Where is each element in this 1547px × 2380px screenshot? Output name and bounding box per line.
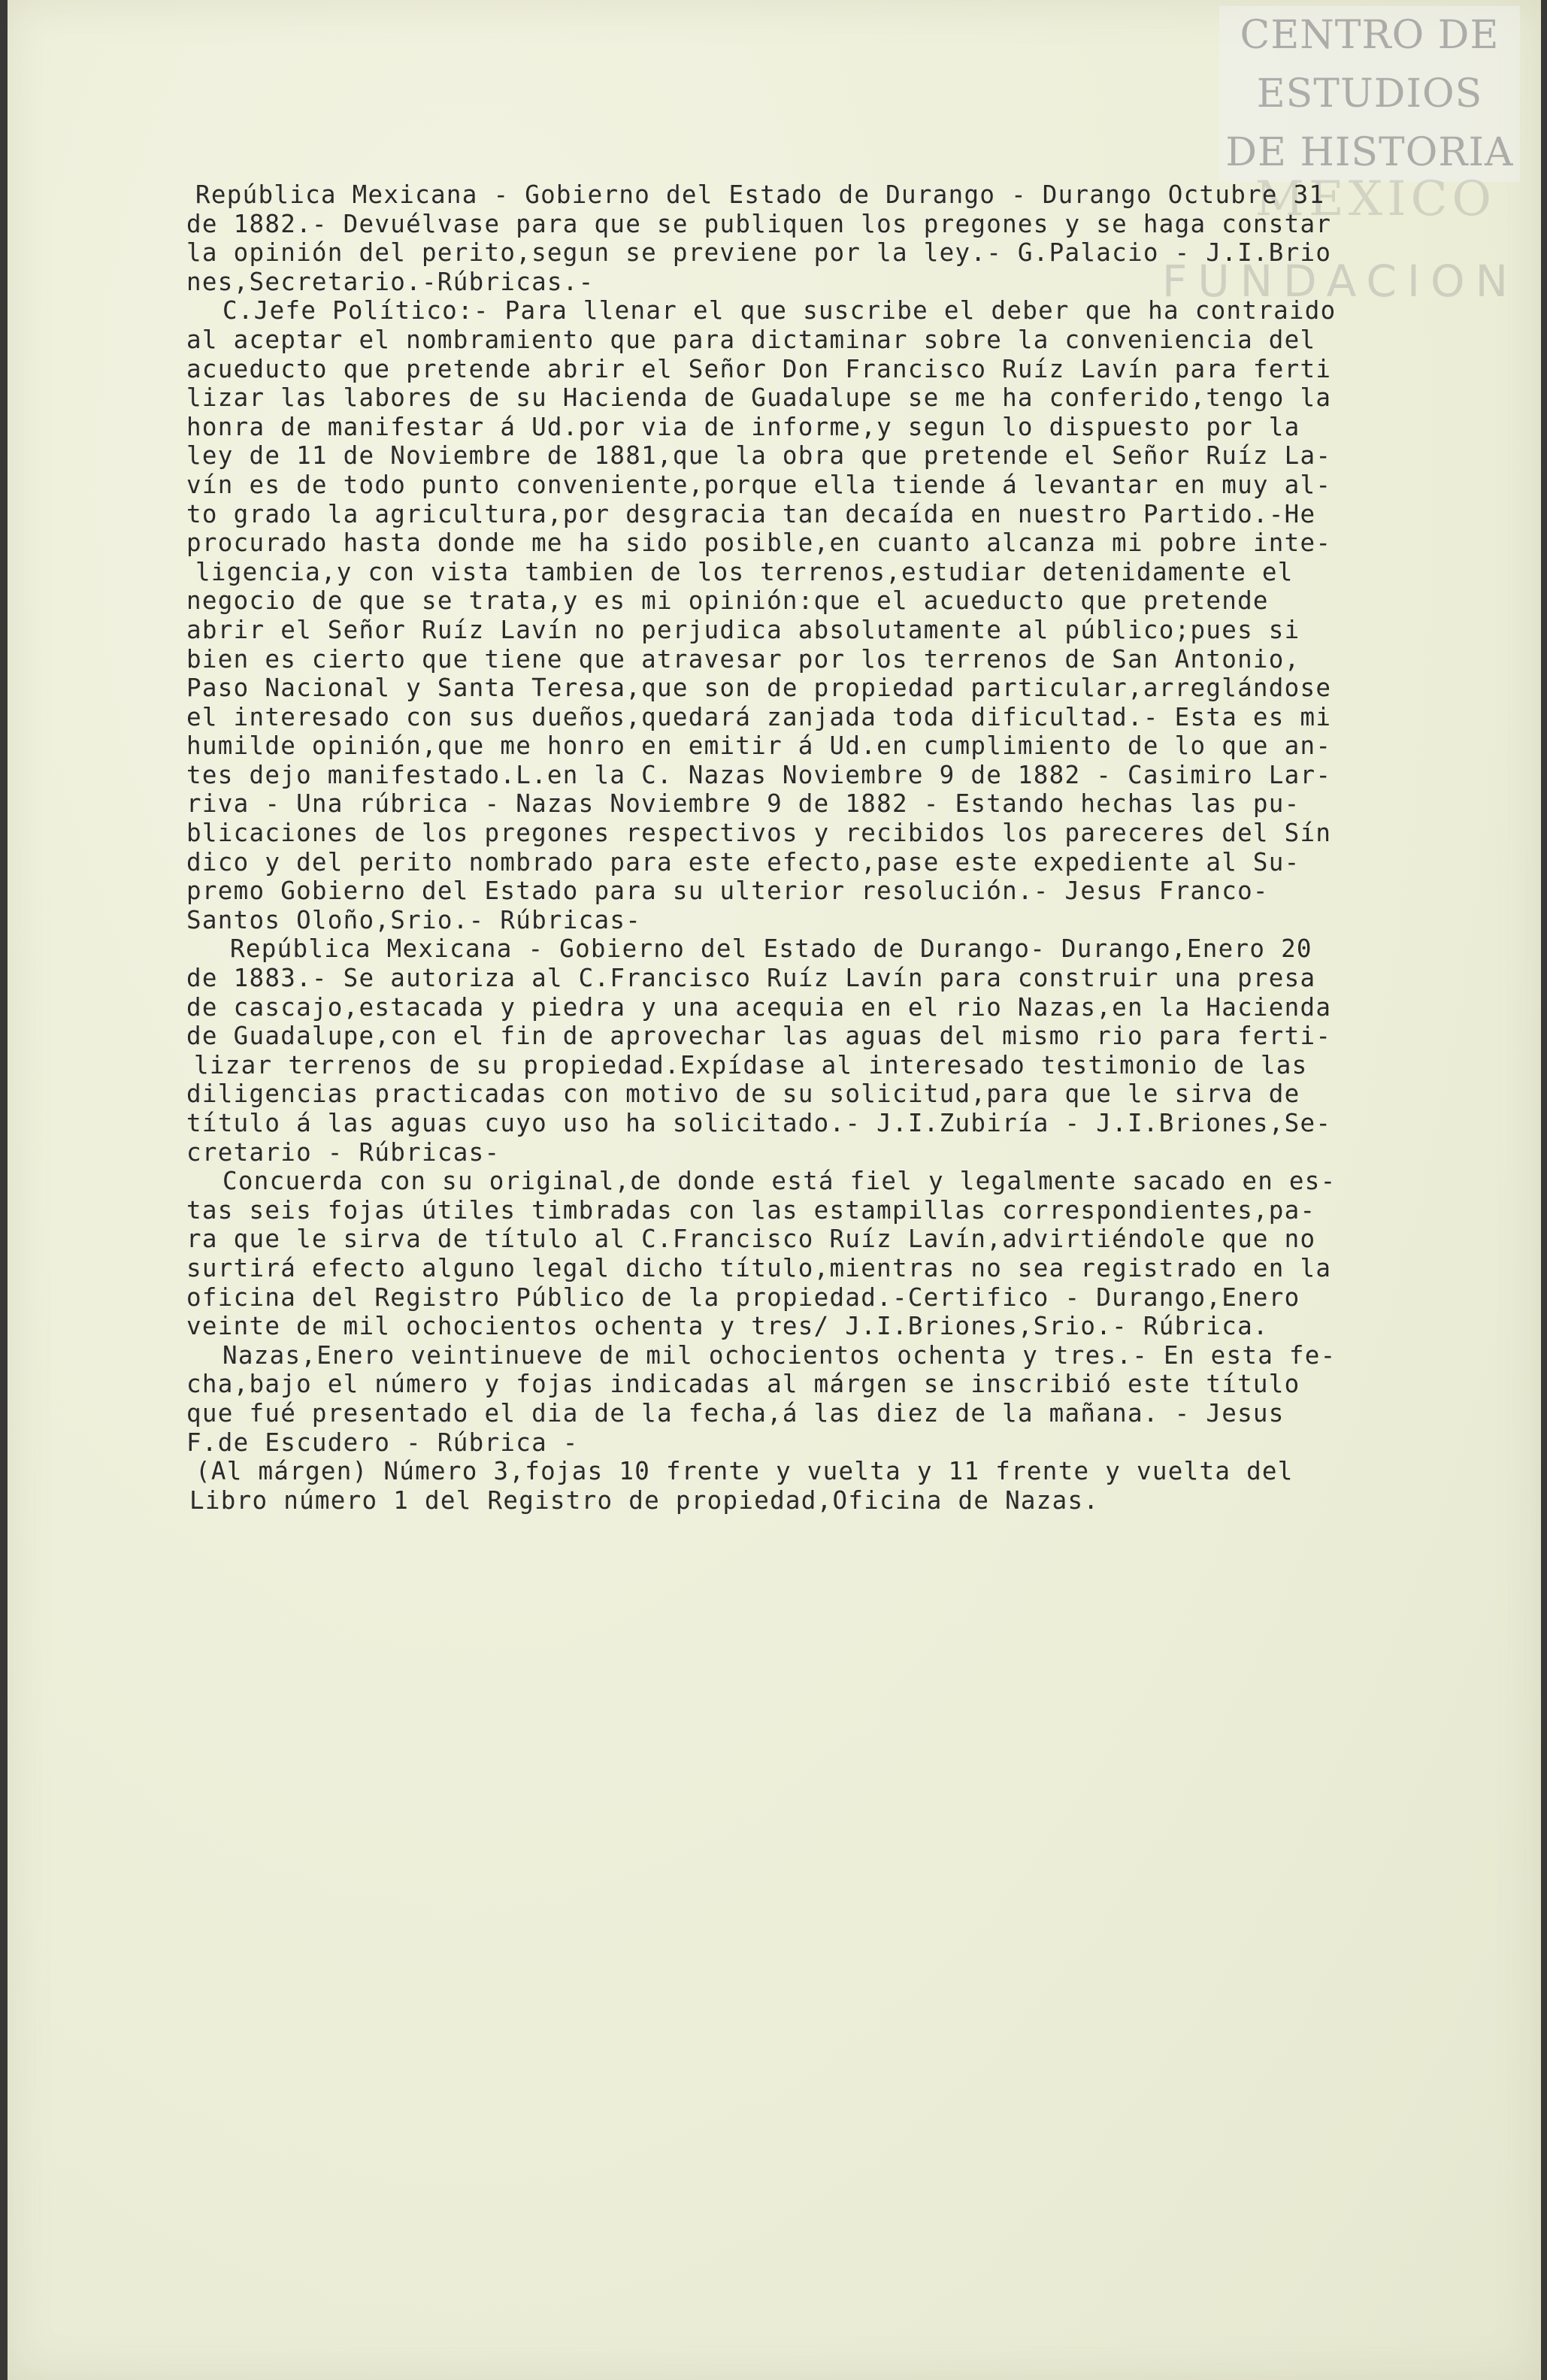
document-line: República Mexicana - Gobierno del Estado de Durango - Durango Octubre 31 xyxy=(195,180,1325,209)
document-line: nes,Secretario.-Rúbricas.- xyxy=(186,267,595,296)
document-line: ley de 11 de Noviembre de 1881,que la obra que pretende el Señor Ruíz La- xyxy=(186,441,1332,471)
document-line: veinte de mil ochocientos ochenta y tres/ J.I.Briones,Srio.- Rúbrica. xyxy=(186,1312,1269,1341)
document-line: Concuerda con su original,de donde está fiel y legalmente sacado en es- xyxy=(223,1167,1337,1196)
document-line: to grado la agricultura,por desgracia tan decaída en nuestro Partido.-He xyxy=(186,499,1316,528)
document-line: C.Jefe Político:- Para llenar el que suscribe el deber que ha contraido xyxy=(223,296,1337,326)
document-line: humilde opinión,que me honro en emitir á Ud.en cumplimiento de lo que an- xyxy=(186,731,1332,761)
document-line: tas seis fojas útiles timbradas con las estampillas correspondientes,pa- xyxy=(186,1195,1316,1225)
document-line: que fué presentado el dia de la fecha,á las diez de la mañana. - Jesus xyxy=(186,1398,1285,1428)
document-line: ra que le sirva de título al C.Francisco Ruíz Lavín,advirtiéndole que no xyxy=(186,1225,1316,1254)
document-line: República Mexicana - Gobierno del Estado de Durango- Durango,Enero 20 xyxy=(230,934,1312,964)
document-line: (Al márgen) Número 3,fojas 10 frente y vuelta y 11 frente y vuelta del xyxy=(195,1457,1294,1486)
document-line: de cascajo,estacada y piedra y una acequia en el rio Nazas,en la Hacienda xyxy=(186,992,1332,1022)
watermark-mexico: MEXICO xyxy=(1255,171,1496,227)
document-line: diligencias practicadas con motivo de su solicitud,para que le sirva de xyxy=(186,1079,1300,1109)
document-line: ligencia,y con vista tambien de los terrenos,estudiar detenidamente el xyxy=(195,557,1294,586)
document-line: al aceptar el nombramiento que para dictaminar sobre la conveniencia del xyxy=(186,325,1316,354)
document-line: riva - Una rúbrica - Nazas Noviembre 9 de 1882 - Estando hechas las pu- xyxy=(186,789,1300,819)
document-line: el interesado con sus dueños,quedará zanjada toda dificultad.- Esta es mi xyxy=(186,702,1332,731)
document-line: negocio de que se trata,y es mi opinión:que el acueducto que pretende xyxy=(186,586,1269,616)
document-line: de 1883.- Se autoriza al C.Francisco Ruíz Lavín para construir una presa xyxy=(186,964,1316,993)
document-line: de Guadalupe,con el fin de aprovechar las aguas del mismo rio para ferti- xyxy=(186,1022,1332,1051)
document-line: cha,bajo el número y fojas indicadas al márgen se inscribió este título xyxy=(186,1370,1300,1399)
document-line: blicaciones de los pregones respectivos y recibidos los pareceres del Sín xyxy=(186,819,1332,848)
stamp-line-3: DE HISTORIA xyxy=(1225,130,1514,175)
document-line: vín es de todo punto conveniente,porque ella tiende á levantar en muy al- xyxy=(186,470,1332,499)
document-line: tes dejo manifestado.L.en la C. Nazas Noviembre 9 de 1882 - Casimiro Lar- xyxy=(186,760,1332,789)
document-line: bien es cierto que tiene que atravesar por los terrenos de San Antonio, xyxy=(186,644,1300,674)
archive-stamp xyxy=(1219,6,1520,182)
document-line: Nazas,Enero veintinueve de mil ochocientos ochenta y tres.- En esta fe- xyxy=(223,1340,1337,1370)
document-line: dico y del perito nombrado para este efecto,pase este expediente al Su- xyxy=(186,847,1300,877)
document-line: la opinión del perito,segun se previene por la ley.- G.Palacio - J.I.Brio xyxy=(186,238,1332,268)
document-line: acueducto que pretende abrir el Señor Don Francisco Ruíz Lavín para ferti xyxy=(186,354,1332,383)
typed-document-body xyxy=(186,180,1496,1515)
stamp-line-1: CENTRO DE xyxy=(1240,13,1500,58)
document-line: F.de Escudero - Rúbrica - xyxy=(186,1428,579,1457)
watermark-fundacion: FUNDACION xyxy=(1161,256,1518,307)
document-line: Santos Oloño,Srio.- Rúbricas- xyxy=(186,905,642,934)
document-line: Paso Nacional y Santa Teresa,que son de propiedad particular,arreglándose xyxy=(186,674,1332,703)
document-line: premo Gobierno del Estado para su ulterior resolución.- Jesus Franco- xyxy=(186,877,1269,906)
document-line: surtirá efecto alguno legal dicho título,mientras no sea registrado en la xyxy=(186,1253,1332,1282)
document-line: abrir el Señor Ruíz Lavín no perjudica absolutamente al público;pues si xyxy=(186,615,1300,644)
document-line: de 1882.- Devuélvase para que se publiquen los pregones y se haga constar xyxy=(186,209,1332,238)
document-line: cretario - Rúbricas- xyxy=(186,1137,501,1167)
document-line: lizar las labores de su Hacienda de Guadalupe se me ha conferido,tengo la xyxy=(186,383,1332,413)
document-line: procurado hasta donde me ha sido posible,en cuanto alcanza mi pobre inte- xyxy=(186,528,1332,558)
document-line: honra de manifestar á Ud.por via de informe,y segun lo dispuesto por la xyxy=(186,412,1300,441)
document-line: oficina del Registro Público de la propiedad.-Certifico - Durango,Enero xyxy=(186,1282,1300,1312)
stamp-line-2: ESTUDIOS xyxy=(1256,71,1483,117)
document-line: título á las aguas cuyo uso ha solicitado.- J.I.Zubiría - J.I.Briones,Se- xyxy=(186,1109,1332,1137)
document-line: Libro número 1 del Registro de propiedad,Oficina de Nazas. xyxy=(189,1485,1100,1515)
document-page xyxy=(8,0,1541,2380)
document-line: lizar terrenos de su propiedad.Expídase al interesado testimonio de las xyxy=(194,1050,1308,1079)
